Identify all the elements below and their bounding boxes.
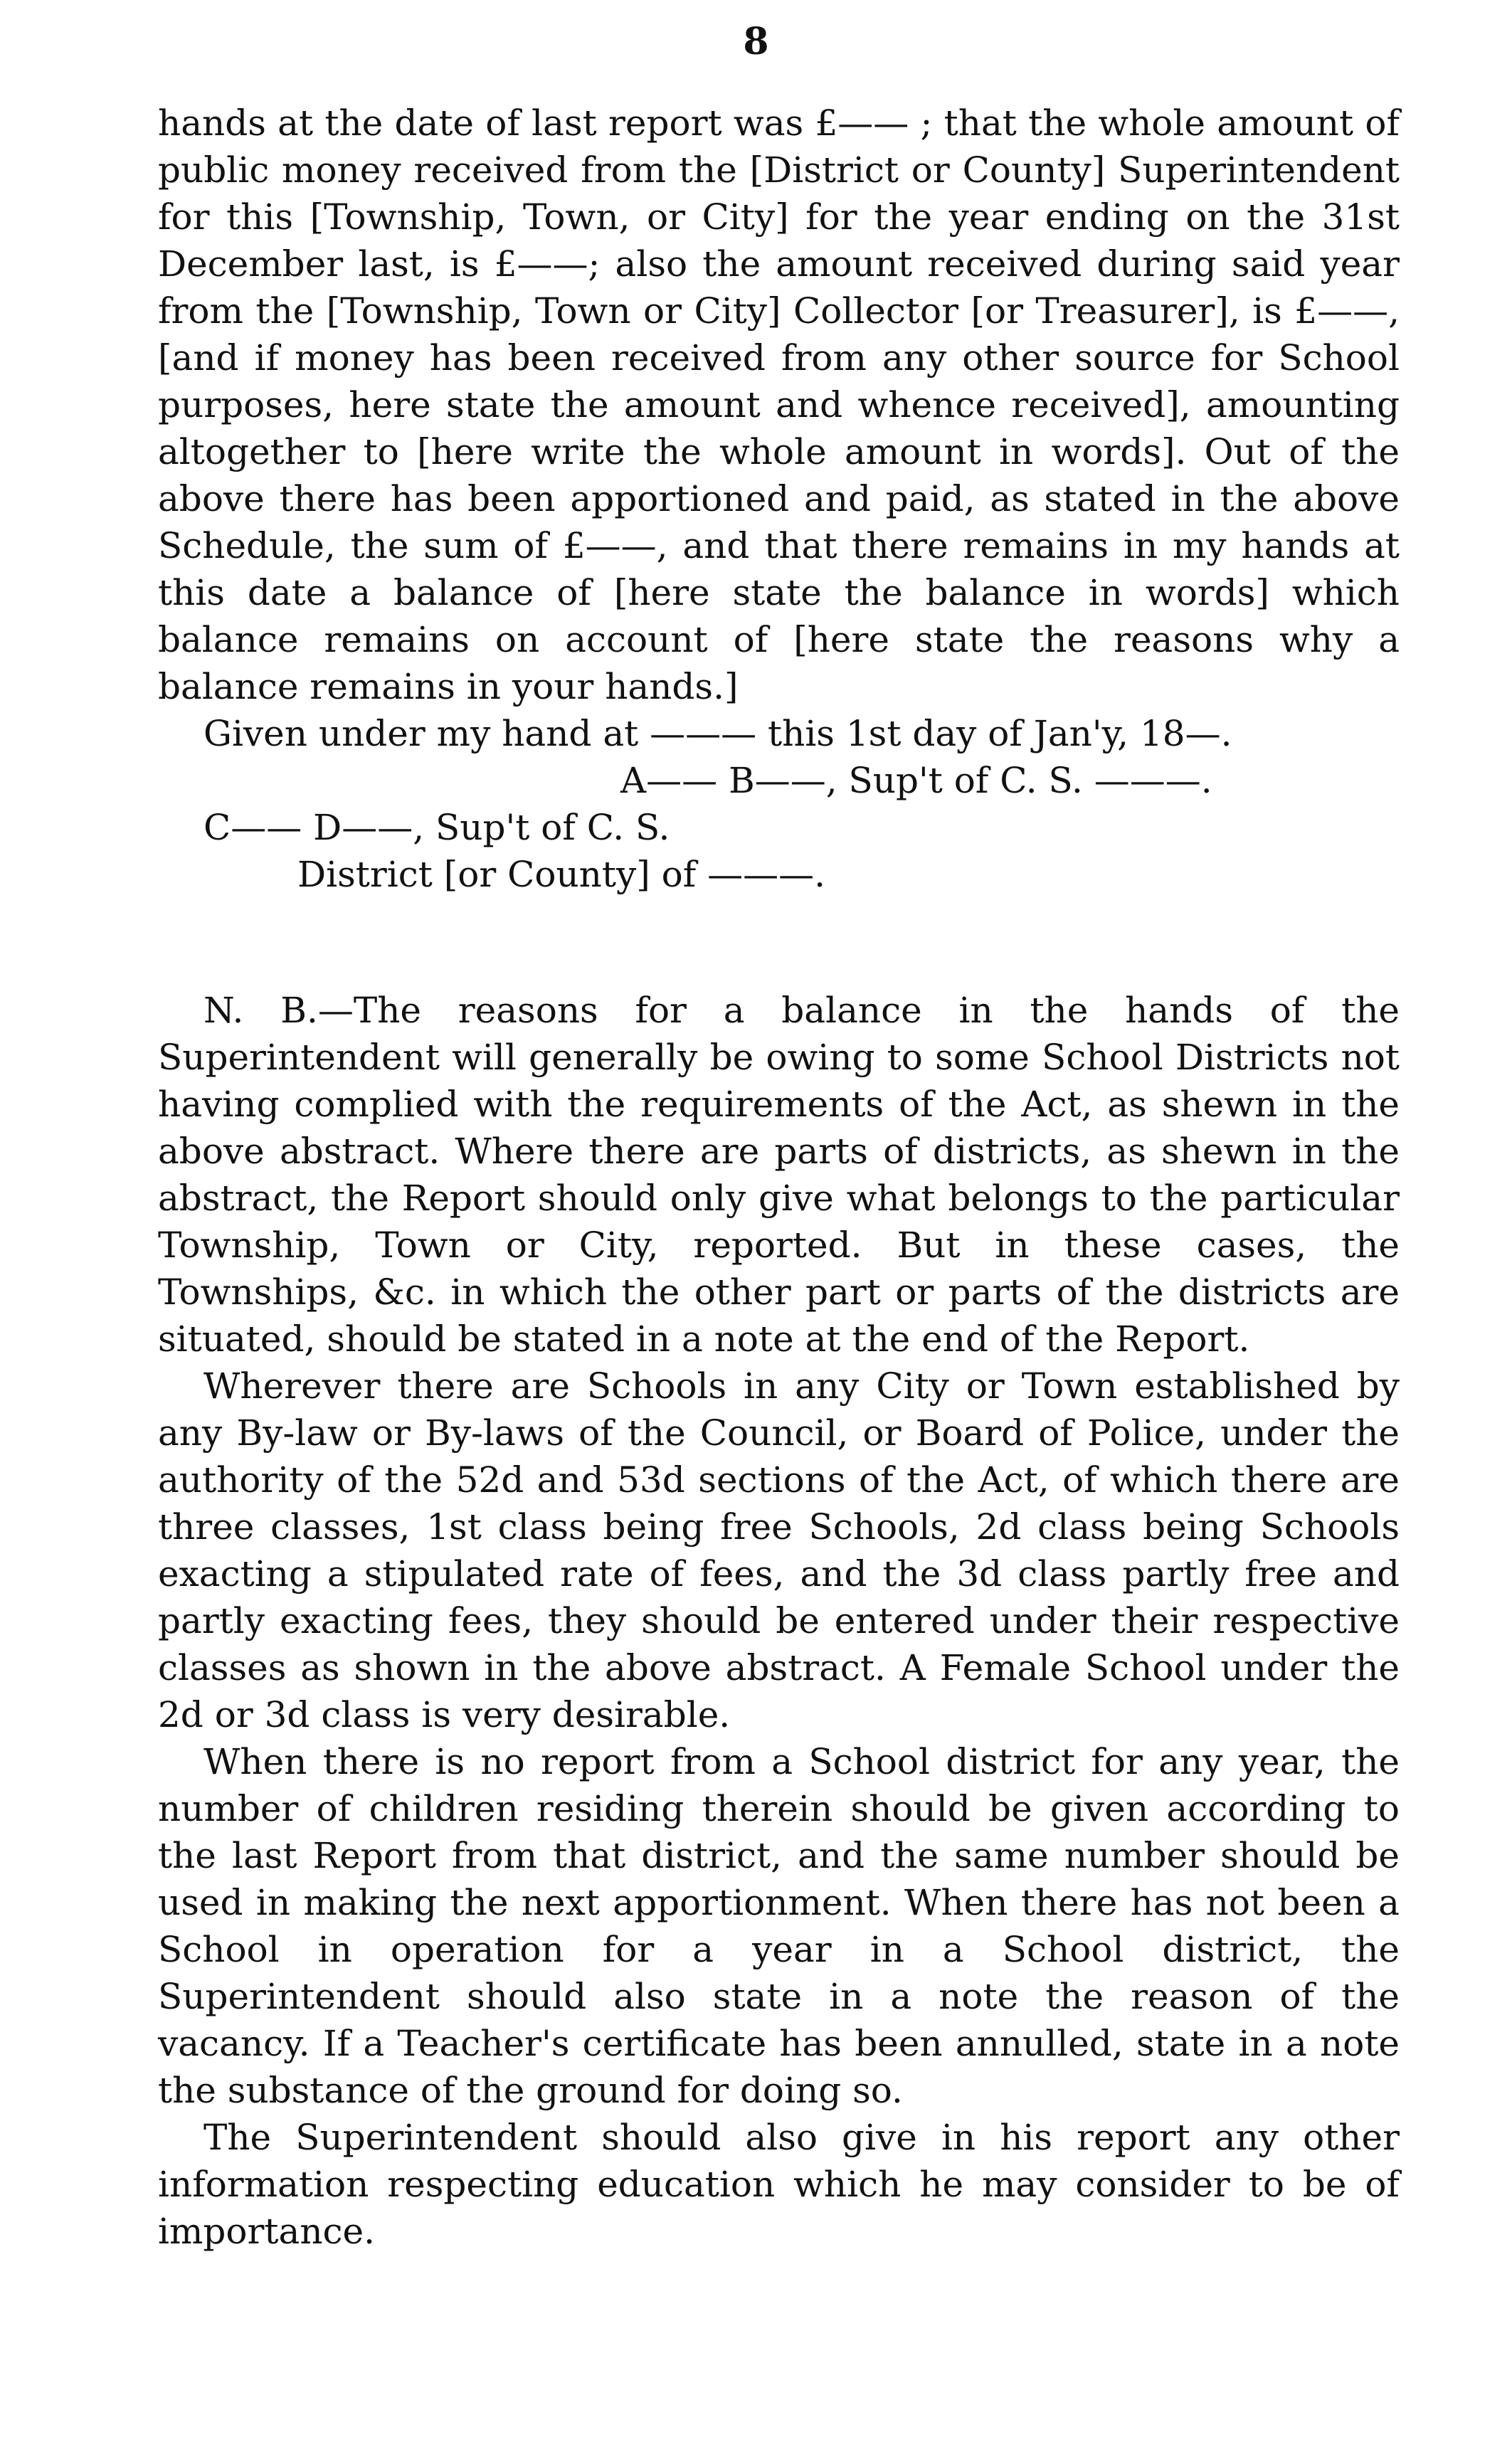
given-under-hand-line: Given under my hand at ——— this 1st day of Jan'y, 18—. — [203, 713, 1232, 754]
signature-block — [158, 710, 1400, 898]
no-report-paragraph: When there is no report from a School district for any year, the number of children residing therein should be given according to the last Report from that district, and the same number should be used in making the next apportionment. When there has not been a School in operation for a year in a School district, the Superintendent should also state in a note the reason of the vacancy. If a Teacher's certificate has been annulled, state in a note the substance of the ground for doing so. — [158, 1741, 1400, 2111]
report-paragraph: hands at the date of last report was £—— ; that the whole amount of public money received from the [District or County] Superintendent for this [Township, Town, or City] for the year ending on the 31st December last, is £——; also the amount received during said year from the [Township, Town or City] Collector [or Treasurer], is £——, [and if money has been received from any other source for School purposes, here state the amount and whence received], amounting altogether to [here write the whole amount in words]. Out of the above there has been apportioned and paid, as stated in the above Schedule, the sum of £——, and that there remains in my hands at this date a balance of [here state the balance in words] which balance remains on account of [here state the reasons why a balance remains in your hands.] — [158, 102, 1400, 707]
page-body — [158, 100, 1400, 2255]
superintendent-cd-line: C—— D——, Sup't of C. S. — [203, 807, 670, 848]
page-number: 8 — [743, 20, 769, 63]
nota-bene-paragraph: N. B.—The reasons for a balance in the hands of the Superintendent will generally be owing to some School Districts not having complied with the requirements of the Act, as shewn in the above abstract. Where there are parts of districts, as shewn in the abstract, the Report should only give what belongs to the particular Township, Town or City, reported. But in these cases, the Townships, &c. in which the other part or parts of the districts are situated, should be stated in a note at the end of the Report. — [158, 990, 1400, 1360]
superintendent-ab-line: A—— B——, Sup't of C. S. ———. — [620, 760, 1212, 801]
city-schools-paragraph: Wherever there are Schools in any City or Town established by any By-law or By-laws of the Council, or Board of Police, under the authority of the 52d and 53d sections of the Act, of which there are three classes, 1st class being free Schools, 2d class being Schools exacting a stipulated rate of fees, and the 3d class partly free and partly exacting fees, they should be entered under their respective classes as shown in the above abstract. A Female School under the 2d or 3d class is very desirable. — [158, 1365, 1400, 1735]
other-information-paragraph: The Superintendent should also give in his report any other information respecting education which he may consider to be of importance. — [158, 2117, 1400, 2252]
district-line: District [or County] of ———. — [297, 854, 826, 895]
